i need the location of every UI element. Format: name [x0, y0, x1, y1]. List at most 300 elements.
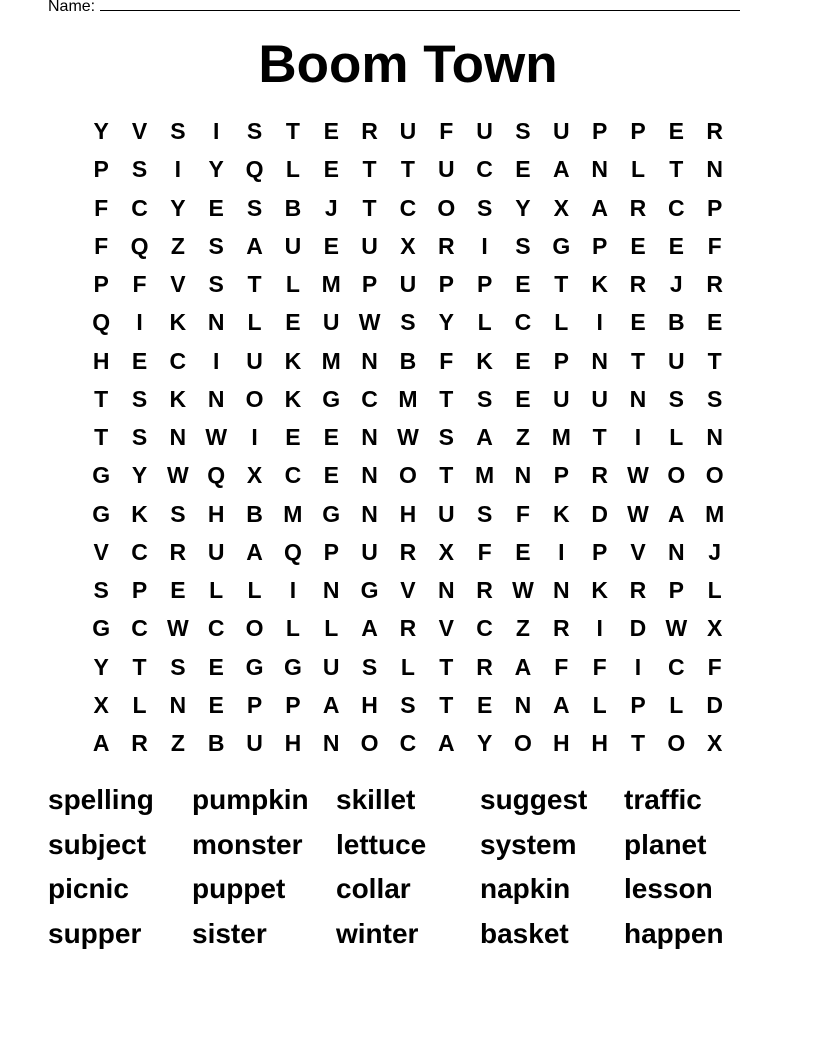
grid-letter[interactable]: N — [514, 462, 532, 489]
grid-letter[interactable]: H — [552, 730, 570, 757]
grid-letter[interactable]: A — [514, 653, 532, 680]
grid-letter[interactable]: U — [284, 232, 302, 259]
grid-letter[interactable]: U — [399, 118, 417, 145]
grid-letter[interactable]: T — [669, 156, 684, 183]
grid-letter[interactable]: U — [552, 118, 570, 145]
grid-letter[interactable]: N — [552, 577, 570, 604]
grid-letter[interactable]: C — [668, 194, 685, 221]
grid-letter[interactable]: X — [93, 691, 109, 718]
grid-letter[interactable]: B — [399, 347, 417, 374]
grid-letter[interactable]: N — [514, 691, 532, 718]
grid-letter[interactable]: C — [514, 309, 532, 336]
grid-letter[interactable]: W — [358, 309, 381, 336]
grid-letter[interactable]: H — [361, 691, 378, 718]
grid-letter[interactable]: J — [669, 271, 683, 298]
grid-letter[interactable]: A — [437, 730, 455, 757]
grid-letter[interactable]: O — [437, 194, 456, 221]
grid-letter[interactable]: E — [208, 691, 224, 718]
grid-letter[interactable]: V — [93, 538, 109, 565]
grid-letter[interactable]: F — [132, 271, 147, 298]
grid-letter[interactable]: S — [246, 118, 263, 145]
grid-letter[interactable]: T — [439, 462, 454, 489]
grid-letter[interactable]: A — [552, 691, 570, 718]
grid-letter[interactable]: E — [707, 309, 723, 336]
grid-letter[interactable]: C — [131, 538, 148, 565]
grid-letter[interactable]: E — [285, 309, 301, 336]
grid-letter[interactable]: N — [706, 156, 723, 183]
grid-letter[interactable]: N — [591, 347, 608, 374]
grid-letter[interactable]: E — [323, 118, 339, 145]
grid-letter[interactable]: L — [247, 577, 262, 604]
grid-letter[interactable]: C — [207, 615, 225, 642]
grid-letter[interactable]: S — [515, 118, 531, 145]
grid-letter[interactable]: I — [174, 156, 182, 183]
grid-letter[interactable]: K — [284, 347, 302, 374]
grid-row — [82, 724, 734, 762]
grid-letter[interactable]: T — [592, 424, 607, 451]
grid-letter[interactable]: A — [322, 691, 340, 718]
grid-letter[interactable]: K — [552, 500, 570, 527]
grid-letter[interactable]: X — [438, 538, 454, 565]
grid-letter[interactable]: D — [629, 615, 647, 642]
grid-letter[interactable]: R — [706, 118, 723, 145]
grid-letter[interactable]: I — [596, 615, 603, 642]
grid-letter[interactable]: K — [169, 309, 187, 336]
grid-letter[interactable]: W — [205, 424, 228, 451]
grid-letter[interactable]: N — [437, 577, 455, 604]
grid-letter[interactable]: X — [400, 232, 416, 259]
grid-letter[interactable]: X — [707, 615, 723, 642]
grid-letter[interactable]: S — [170, 118, 186, 145]
grid-letter[interactable]: E — [208, 653, 224, 680]
grid-letter[interactable]: W — [627, 462, 649, 489]
grid-letter[interactable]: P — [438, 271, 454, 298]
grid-letter[interactable]: K — [591, 577, 608, 604]
grid-letter[interactable]: E — [323, 156, 339, 183]
grid-letter[interactable]: C — [131, 615, 148, 642]
grid-letter[interactable]: T — [94, 424, 109, 451]
grid-letter[interactable]: E — [630, 232, 646, 259]
grid-letter[interactable]: Z — [515, 424, 530, 451]
grid-letter[interactable]: A — [92, 730, 110, 757]
grid-row — [82, 456, 734, 494]
grid-letter[interactable]: T — [132, 653, 147, 680]
grid-letter[interactable]: M — [321, 271, 341, 298]
grid-letter[interactable]: L — [669, 424, 684, 451]
grid-letter[interactable]: S — [476, 385, 493, 412]
grid-letter[interactable]: E — [323, 232, 339, 259]
grid-letter[interactable]: E — [668, 118, 684, 145]
grid-letter[interactable]: P — [630, 691, 646, 718]
grid-letter[interactable]: F — [439, 118, 454, 145]
grid-letter[interactable]: U — [399, 271, 417, 298]
grid-letter[interactable]: E — [208, 194, 224, 221]
grid-letter[interactable]: P — [591, 232, 608, 259]
grid-letter[interactable]: R — [629, 271, 647, 298]
grid-letter[interactable]: B — [246, 500, 263, 527]
grid-letter[interactable]: G — [92, 615, 111, 642]
grid-letter[interactable]: U — [591, 385, 608, 412]
grid-letter[interactable]: J — [324, 194, 338, 221]
grid-letter[interactable]: P — [361, 271, 378, 298]
grid-letter[interactable]: B — [207, 730, 225, 757]
grid-letter[interactable]: N — [169, 424, 187, 451]
grid-letter[interactable]: W — [167, 615, 189, 642]
grid-letter[interactable]: O — [360, 730, 379, 757]
grid-letter[interactable]: N — [361, 347, 378, 374]
grid-letter[interactable]: X — [707, 730, 723, 757]
grid-letter[interactable]: G — [322, 500, 341, 527]
grid-letter[interactable]: Y — [93, 653, 109, 680]
grid-letter[interactable]: L — [554, 309, 569, 336]
grid-letter[interactable]: X — [553, 194, 569, 221]
grid-letter[interactable]: T — [285, 118, 300, 145]
grid-letter[interactable]: E — [131, 347, 148, 374]
grid-letter[interactable]: C — [476, 156, 493, 183]
grid-letter[interactable]: S — [131, 385, 148, 412]
grid-letter[interactable]: C — [476, 615, 493, 642]
grid-letter[interactable]: F — [515, 500, 530, 527]
grid-letter[interactable]: N — [361, 462, 378, 489]
grid-letter[interactable]: S — [208, 271, 224, 298]
grid-letter[interactable]: W — [627, 500, 649, 527]
grid-letter[interactable]: Y — [93, 118, 109, 145]
grid-letter[interactable]: U — [246, 730, 263, 757]
grid-letter[interactable]: H — [284, 730, 302, 757]
grid-letter[interactable]: J — [708, 538, 722, 565]
grid-letter[interactable]: T — [439, 385, 454, 412]
grid-letter[interactable]: U — [552, 385, 570, 412]
grid-letter[interactable]: R — [706, 271, 723, 298]
grid-letter[interactable]: U — [437, 500, 455, 527]
grid-row — [82, 265, 734, 303]
grid-letter[interactable]: S — [208, 232, 224, 259]
grid-letter[interactable]: C — [361, 385, 378, 412]
word-bank-item: basket — [480, 917, 569, 949]
grid-letter[interactable]: E — [668, 232, 684, 259]
grid-letter[interactable]: A — [476, 424, 493, 451]
grid-letter[interactable]: T — [362, 194, 377, 221]
grid-letter[interactable]: R — [629, 577, 647, 604]
grid-letter[interactable]: E — [476, 691, 493, 718]
grid-letter[interactable]: Y — [476, 730, 493, 757]
grid-letter[interactable]: T — [630, 347, 646, 374]
grid-letter[interactable]: H — [399, 500, 417, 527]
grid-letter[interactable]: R — [361, 118, 378, 145]
grid-letter[interactable]: L — [132, 691, 147, 718]
grid-letter[interactable]: H — [591, 730, 608, 757]
grid-letter[interactable]: W — [167, 462, 189, 489]
grid-letter[interactable]: U — [207, 538, 225, 565]
grid-letter[interactable]: W — [665, 615, 688, 642]
grid-letter[interactable]: U — [476, 118, 493, 145]
grid-letter[interactable]: O — [667, 730, 686, 757]
grid-letter[interactable]: L — [707, 577, 722, 604]
grid-letter[interactable]: F — [592, 653, 607, 680]
grid-letter[interactable]: G — [92, 462, 111, 489]
grid-letter[interactable]: M — [705, 500, 725, 527]
grid-letter[interactable]: E — [323, 424, 339, 451]
grid-letter[interactable]: A — [246, 232, 263, 259]
grid-letter[interactable]: I — [558, 538, 565, 565]
grid-letter[interactable]: W — [397, 424, 419, 451]
grid-letter[interactable]: B — [668, 309, 685, 336]
grid-letter[interactable]: S — [93, 577, 109, 604]
grid-letter[interactable]: E — [515, 156, 531, 183]
grid-letter[interactable]: L — [477, 309, 492, 336]
word-bank-item: winter — [336, 917, 419, 949]
grid-letter[interactable]: M — [321, 347, 341, 374]
grid-letter[interactable]: S — [438, 424, 454, 451]
grid-letter[interactable]: F — [439, 347, 454, 374]
grid-letter[interactable]: P — [285, 691, 301, 718]
grid-letter[interactable]: E — [515, 271, 531, 298]
grid-letter[interactable]: U — [668, 347, 685, 374]
grid-letter[interactable]: K — [284, 385, 302, 412]
grid-letter[interactable]: E — [170, 577, 186, 604]
grid-letter[interactable]: O — [667, 462, 686, 489]
word-bank-item: happen — [624, 917, 724, 949]
grid-letter[interactable]: L — [247, 309, 262, 336]
grid-letter[interactable]: U — [246, 347, 263, 374]
grid-letter[interactable]: P — [591, 118, 608, 145]
grid-letter[interactable]: T — [554, 271, 569, 298]
grid-letter[interactable]: I — [213, 118, 220, 145]
word-bank-item: traffic — [624, 784, 702, 816]
grid-letter[interactable]: S — [476, 194, 493, 221]
grid-letter[interactable]: U — [322, 653, 340, 680]
grid-letter[interactable]: U — [322, 309, 340, 336]
grid-letter[interactable]: T — [400, 156, 415, 183]
grid-letter[interactable]: I — [481, 232, 488, 259]
grid-letter[interactable]: R — [552, 615, 570, 642]
grid-letter[interactable]: V — [131, 118, 148, 145]
grid-letter[interactable]: Y — [438, 309, 454, 336]
grid-letter[interactable]: V — [400, 577, 416, 604]
grid-letter[interactable]: I — [289, 577, 297, 604]
grid-row — [82, 112, 734, 150]
grid-letter[interactable]: U — [361, 232, 378, 259]
grid-letter[interactable]: N — [322, 577, 340, 604]
grid-letter[interactable]: E — [285, 424, 301, 451]
grid-letter[interactable]: P — [93, 156, 109, 183]
grid-letter[interactable]: P — [323, 538, 339, 565]
grid-letter[interactable]: U — [361, 538, 378, 565]
grid-letter[interactable]: M — [398, 385, 418, 412]
grid-letter[interactable]: R — [399, 538, 417, 565]
grid-letter[interactable]: P — [476, 271, 493, 298]
grid-letter[interactable]: N — [706, 424, 723, 451]
grid-letter[interactable]: N — [361, 500, 378, 527]
grid-letter[interactable]: N — [207, 385, 225, 412]
grid-letter[interactable]: S — [246, 194, 263, 221]
grid-letter[interactable]: G — [360, 577, 379, 604]
grid-letter[interactable]: N — [361, 424, 378, 451]
grid-letter[interactable]: G — [283, 653, 302, 680]
grid-letter[interactable]: S — [131, 156, 148, 183]
grid-letter[interactable]: Z — [515, 615, 530, 642]
grid-letter[interactable]: P — [630, 118, 646, 145]
grid-letter[interactable]: F — [477, 538, 492, 565]
grid-letter[interactable]: L — [285, 156, 300, 183]
grid-letter[interactable]: P — [131, 577, 148, 604]
grid-letter[interactable]: S — [170, 653, 186, 680]
grid-letter[interactable]: P — [668, 577, 684, 604]
grid-letter[interactable]: N — [169, 691, 187, 718]
grid-letter[interactable]: P — [553, 347, 569, 374]
grid-letter[interactable]: H — [207, 500, 225, 527]
grid-letter[interactable]: O — [245, 615, 264, 642]
grid-letter[interactable]: F — [554, 653, 569, 680]
grid-letter[interactable]: A — [552, 156, 570, 183]
grid-letter[interactable]: T — [439, 691, 454, 718]
grid-letter[interactable]: S — [476, 500, 493, 527]
grid-letter[interactable]: Y — [131, 462, 148, 489]
grid-letter[interactable]: Z — [170, 232, 185, 259]
grid-letter[interactable]: T — [707, 347, 722, 374]
grid-letter[interactable]: R — [169, 538, 187, 565]
grid-letter[interactable]: A — [668, 500, 685, 527]
grid-letter[interactable]: L — [400, 653, 415, 680]
grid-letter[interactable]: I — [251, 424, 258, 451]
grid-letter[interactable]: W — [512, 577, 534, 604]
grid-letter[interactable]: E — [323, 462, 339, 489]
grid-letter[interactable]: H — [92, 347, 110, 374]
grid-letter[interactable]: N — [591, 156, 608, 183]
grid-letter[interactable]: F — [94, 232, 109, 259]
grid-letter[interactable]: P — [246, 691, 263, 718]
grid-letter[interactable]: E — [630, 309, 646, 336]
grid-letter[interactable]: C — [668, 653, 685, 680]
grid-letter[interactable]: A — [246, 538, 263, 565]
grid-row — [82, 571, 734, 609]
grid-letter[interactable]: S — [400, 691, 416, 718]
grid-letter[interactable]: R — [131, 730, 148, 757]
grid-letter[interactable]: T — [630, 730, 646, 757]
grid-letter[interactable]: N — [629, 385, 647, 412]
grid-letter[interactable]: D — [706, 691, 723, 718]
grid-letter[interactable]: E — [515, 385, 531, 412]
grid-letter[interactable]: D — [591, 500, 608, 527]
grid-letter[interactable]: Q — [130, 232, 149, 259]
grid-letter[interactable]: O — [705, 462, 724, 489]
grid-letter[interactable]: O — [245, 385, 264, 412]
grid-letter[interactable]: Y — [208, 156, 224, 183]
grid-letter[interactable]: I — [136, 309, 143, 336]
grid-letter[interactable]: Z — [170, 730, 185, 757]
grid-letter[interactable]: T — [439, 653, 454, 680]
grid-letter[interactable]: E — [515, 347, 531, 374]
grid-letter[interactable]: C — [169, 347, 187, 374]
grid-letter[interactable]: L — [209, 577, 224, 604]
grid-letter[interactable]: F — [707, 653, 722, 680]
grid-letter[interactable]: O — [514, 730, 532, 757]
grid-letter[interactable]: G — [322, 385, 341, 412]
grid-letter[interactable]: L — [592, 691, 607, 718]
grid-letter[interactable]: Q — [245, 156, 264, 183]
grid-letter[interactable]: K — [476, 347, 493, 374]
grid-letter[interactable]: Y — [515, 194, 531, 221]
grid-letter[interactable]: I — [596, 309, 603, 336]
grid-letter[interactable]: I — [213, 347, 220, 374]
grid-letter[interactable]: M — [283, 500, 303, 527]
grid-letter[interactable]: L — [285, 615, 300, 642]
grid-letter[interactable]: R — [629, 194, 647, 221]
grid-letter[interactable]: X — [246, 462, 263, 489]
grid-letter[interactable]: U — [437, 156, 455, 183]
grid-letter[interactable]: P — [93, 271, 109, 298]
grid-letter[interactable]: C — [131, 194, 148, 221]
grid-letter[interactable]: N — [668, 538, 685, 565]
grid-letter[interactable]: S — [361, 653, 378, 680]
grid-letter[interactable]: N — [207, 309, 225, 336]
grid-letter[interactable]: P — [553, 462, 569, 489]
grid-letter[interactable]: S — [170, 500, 186, 527]
grid-letter[interactable]: G — [552, 232, 571, 259]
grid-letter[interactable]: E — [515, 538, 531, 565]
grid-letter[interactable]: F — [707, 232, 722, 259]
name-field[interactable] — [48, 0, 748, 17]
grid-letter[interactable]: V — [170, 271, 186, 298]
grid-letter[interactable]: N — [322, 730, 340, 757]
grid-letter[interactable]: Q — [283, 538, 302, 565]
grid-letter[interactable]: K — [131, 500, 148, 527]
grid-letter[interactable]: T — [94, 385, 109, 412]
grid-letter[interactable]: L — [669, 691, 684, 718]
grid-letter[interactable]: Y — [170, 194, 186, 221]
grid-letter[interactable]: Q — [207, 462, 226, 489]
grid-letter[interactable]: L — [630, 156, 646, 183]
grid-letter[interactable]: B — [284, 194, 302, 221]
grid-letter[interactable]: S — [131, 424, 148, 451]
grid-letter[interactable]: L — [285, 271, 300, 298]
grid-letter[interactable]: M — [475, 462, 495, 489]
grid-letter[interactable]: Q — [92, 309, 111, 336]
grid-letter[interactable]: R — [591, 462, 608, 489]
grid-letter[interactable]: I — [634, 424, 642, 451]
grid-letter[interactable]: K — [591, 271, 608, 298]
grid-letter[interactable]: R — [399, 615, 417, 642]
grid-letter[interactable]: V — [630, 538, 646, 565]
grid-letter[interactable]: P — [591, 538, 608, 565]
grid-letter[interactable]: R — [476, 577, 493, 604]
grid-letter[interactable]: P — [707, 194, 723, 221]
grid-letter[interactable]: R — [437, 232, 455, 259]
grid-letter[interactable]: T — [362, 156, 377, 183]
grid-letter[interactable]: C — [284, 462, 302, 489]
grid-letter[interactable]: C — [399, 730, 417, 757]
grid-letter[interactable]: A — [591, 194, 608, 221]
grid-letter[interactable]: V — [438, 615, 454, 642]
grid-letter[interactable]: S — [668, 385, 684, 412]
grid-letter[interactable]: I — [634, 653, 642, 680]
grid-letter[interactable]: K — [169, 385, 187, 412]
grid-letter[interactable]: G — [245, 653, 264, 680]
grid-letter[interactable]: G — [92, 500, 111, 527]
grid-letter[interactable]: T — [247, 271, 262, 298]
grid-letter[interactable]: S — [400, 309, 416, 336]
grid-letter[interactable]: S — [515, 232, 531, 259]
grid-letter[interactable]: A — [361, 615, 378, 642]
grid-letter[interactable]: S — [707, 385, 723, 412]
grid-letter[interactable]: M — [551, 424, 571, 451]
name-underline[interactable] — [100, 0, 740, 11]
grid-letter[interactable]: C — [399, 194, 417, 221]
grid-letter[interactable]: R — [476, 653, 493, 680]
grid-letter[interactable]: L — [324, 615, 339, 642]
grid-letter[interactable]: F — [94, 194, 109, 221]
grid-letter[interactable]: O — [398, 462, 417, 489]
